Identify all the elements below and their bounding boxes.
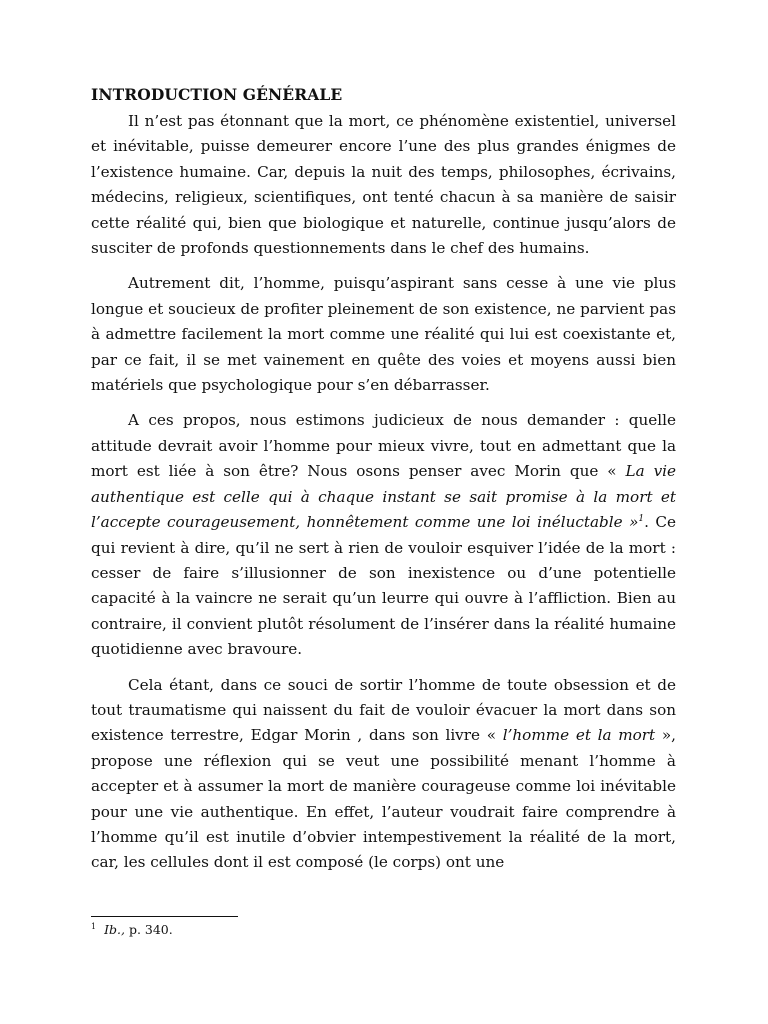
morin-quote: La vie authentique est celle qui à chaque instant se sait promise à la mort et l’accepte courageusement, honnêtement comme une loi inéluctable » (91, 462, 676, 532)
paragraph-4-text-after: », propose une réflexion qui se veut une possibilité menant l’homme à accepter et à assumer la mort de manière courageuse comme loi inévitable pour une vie authentique. En effet, l’auteur voudrait faire comprendre à l’homme qu’il est inutile d’obvier intempestivement la réalité de la mort, car, les cellules dont il est composé (le corps) ont une (91, 726, 677, 872)
paragraph-3 (91, 408, 676, 662)
footnote-number: 1 (91, 921, 97, 931)
footnote-1 (91, 921, 676, 939)
footnote-separator (91, 916, 238, 917)
paragraph-1: Il n’est pas étonnant que la mort, ce phénomène existentiel, universel et inévitable, puisse demeurer encore l’une des plus grandes énigmes de l’existence humaine. Car, depuis la nuit des temps, philosophes, écrivains, médecins, religieux, scientifiques, ont tenté chacun à sa manière de saisir cette réalité qui, bien que biologique et naturelle, continue jusqu’alors de susciter de profonds questionnements dans le chef des humains. (91, 112, 676, 258)
paragraph-3-text-after: . Ce qui revient à dire, qu’il ne sert à rien de vouloir esquiver l’idée de la mort : cesser de faire s’illusionner de son inexistence ou d’une potentielle capacité à la vaincre ne serait qu’un leurre qui ouvre à l’affliction. Bien au contraire, il convient plutôt résolument de l’insérer dans la réalité humaine quotidienne avec bravoure. (91, 513, 677, 659)
footnote-page: p. 340. (124, 922, 173, 937)
section-heading: INTRODUCTION GÉNÉRALE (91, 85, 343, 104)
document-page (91, 82, 676, 886)
paragraph-4 (91, 673, 676, 876)
footnote-reference[interactable]: 1 (638, 514, 645, 525)
paragraph-2: Autrement dit, l’homme, puisqu’aspirant sans cesse à une vie plus longue et soucieux de profiter pleinement de son existence, ne parvient pas à admettre facilement la mort comme une réalité qui lui est coexistante et, par ce fait, il se met vainement en quête des voies et moyens aussi bien matériels que psychologique pour s’en débarrasser. (91, 274, 676, 395)
paragraph-4-text-before: Cela étant, dans ce souci de sortir l’homme de toute obsession et de tout traumatisme qui naissent du fait de vouloir évacuer la mort dans son existence terrestre, Edgar Morin , dans son livre « (91, 675, 676, 745)
book-title: l’homme et la mort (502, 726, 656, 745)
footnote-source: Ib., (104, 922, 125, 937)
paragraph-3-text-before: A ces propos, nous estimons judicieux de nous demander : quelle attitude devrait avoir l’homme pour mieux vivre, tout en admettant que la mort est liée à son être? Nous osons penser avec Morin que « (91, 411, 676, 481)
